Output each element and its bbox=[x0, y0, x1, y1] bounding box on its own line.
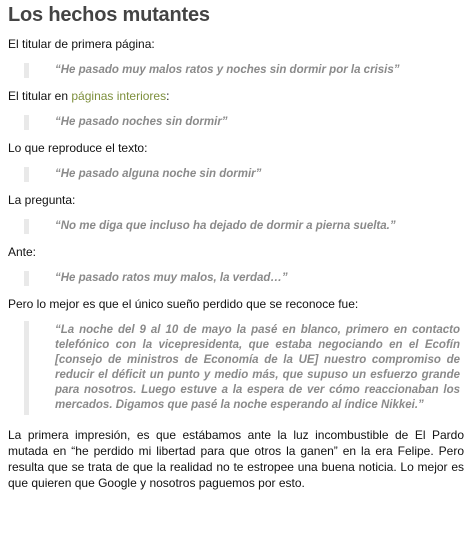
article-title: Los hechos mutantes bbox=[8, 4, 210, 26]
intro-question: La pregunta: bbox=[8, 193, 76, 207]
quote-long: “La noche del 9 al 10 de mayo la pasé en blanco, primero en contacto telefónico con la vicepresidenta, que estaba negociando en el Ecofín [consejo de ministros de Economía de la UE] nuestro compromiso de reducir el déficit un punto y medio más, que supuso un esfuerzo grande para nosotros. Luego estuve a la espera de ver cómo reaccionaban los mercados. Digamos que pasé la noche esperando al índice Nikkei.” bbox=[24, 321, 464, 415]
article bbox=[0, 2, 472, 553]
intro-text-reproduces: Lo que reproduce el texto: bbox=[8, 141, 148, 155]
intro-best-part: Pero lo mejor es que el único sueño perdido que se reconoce fue: bbox=[8, 297, 359, 311]
intro-inner-pages bbox=[8, 89, 464, 104]
inner-pages-link[interactable]: páginas interiores bbox=[71, 89, 167, 103]
quote-answer: “He pasado ratos muy malos, la verdad…” bbox=[24, 271, 464, 286]
quote-question: “No me diga que incluso ha dejado de dormir a pierna suelta.” bbox=[24, 219, 464, 234]
intro-inner-pages-text: El titular en bbox=[8, 89, 72, 103]
intro-before: Ante: bbox=[8, 245, 37, 259]
quote-inner-pages: “He pasado noches sin dormir” bbox=[24, 115, 464, 130]
intro-inner-pages-colon: : bbox=[166, 89, 170, 103]
intro-front-page: El titular de primera página: bbox=[8, 37, 155, 51]
quote-front-page: “He pasado muy malos ratos y noches sin dormir por la crisis” bbox=[24, 63, 464, 78]
closing-paragraph: La primera impresión, es que estábamos ante la luz incombustible de El Pardo mutada en “he perdido mi libertad para que otros la ganen” en la era Felipe. Pero resulta que se trata de que la realidad no te estropee una buena noticia. Lo mejor es que quieren que Google y nosotros paguemos por esto. bbox=[8, 428, 464, 490]
quote-text-reproduces: “He pasado alguna noche sin dormir” bbox=[24, 167, 464, 182]
